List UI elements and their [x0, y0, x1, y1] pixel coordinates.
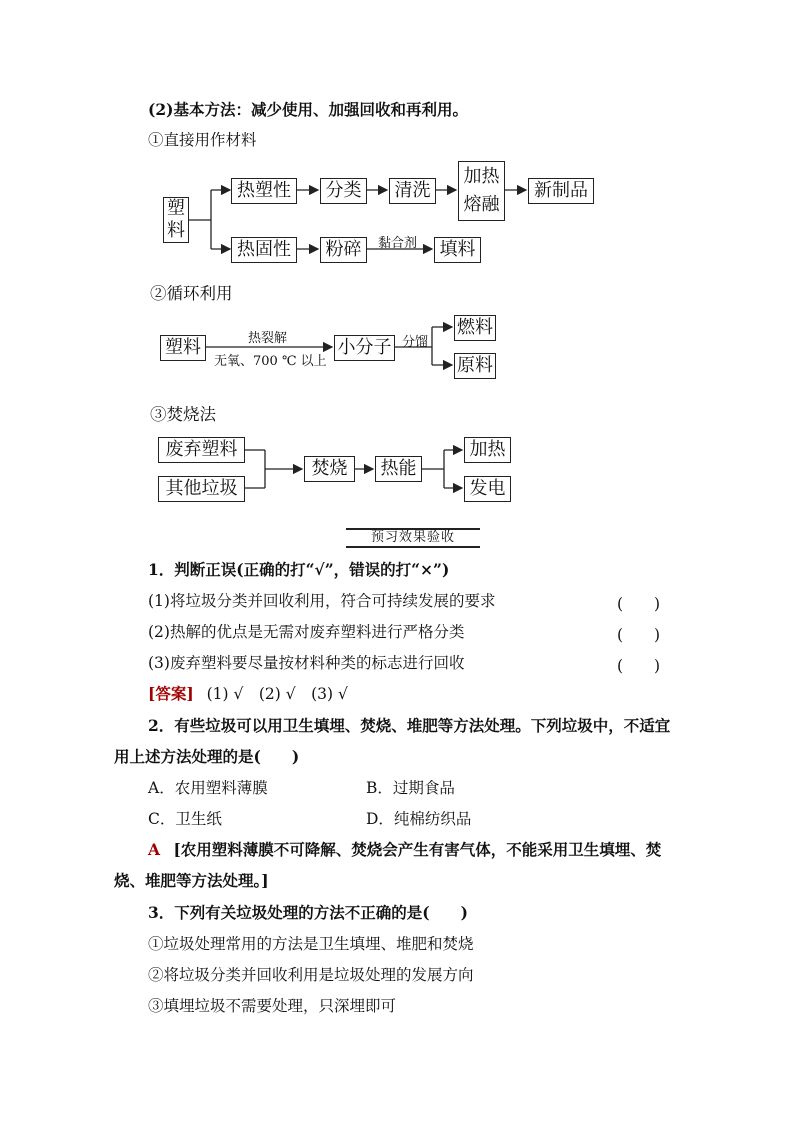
d3-heat-energy-box: 热能 [375, 456, 422, 482]
basic-methods-line: (2)基本方法：减少使用、加强回收和再利用。 [148, 100, 468, 119]
d2-arrow-top-label: 热裂解 [248, 331, 288, 346]
q3-item-1: ①垃圾处理常用的方法是卫生填埋、堆肥和焚烧 [148, 935, 474, 953]
q2-option-a: A．农用塑料薄膜 [148, 779, 268, 797]
d1-thermoset-box: 热固性 [231, 237, 297, 263]
d2-small-molecule-box: 小分子 [334, 335, 395, 361]
q2-explain-line-2: 烧、堆肥等方法处理。] [114, 871, 269, 890]
q3-item-2: ②将垃圾分类并回收利用是垃圾处理的发展方向 [148, 966, 474, 984]
method-2-heading: ②循环利用 [150, 284, 233, 303]
d1-new-product-box: 新制品 [528, 178, 594, 204]
d3-power-box: 发电 [464, 476, 511, 502]
d2-fuel-box: 燃料 [454, 315, 496, 341]
q2-stem-line-2: 用上述方法处理的是( ) [114, 747, 300, 766]
q1-answer-line [148, 684, 348, 704]
d1-heat-melt-label: 加热熔融 [463, 166, 500, 215]
q1-item-3: (3)废弃塑料要尽量按材料种类的标志进行回收 [148, 654, 465, 672]
d2-arrow-bottom-label: 无氧、700 ℃ 以上 [214, 354, 327, 369]
section-banner: 预习效果验收 [346, 528, 480, 548]
q1-blank-2: ( ) [617, 626, 661, 644]
q1-blank-1: ( ) [617, 595, 661, 613]
q1-item-1: (1)将垃圾分类并回收利用，符合可持续发展的要求 [148, 592, 496, 610]
q2-stem-line-1: 2．有些垃圾可以用卫生填埋、焚烧、堆肥等方法处理。下列垃圾中，不适宜 [148, 716, 671, 735]
q1-answer-tag: [答案] [148, 684, 194, 703]
q2-option-d: D．纯棉纺织品 [366, 810, 472, 828]
d2-raw-material-box: 原料 [454, 353, 496, 379]
d3-incinerate-box: 焚烧 [304, 456, 355, 482]
q2-answer-letter: A [148, 840, 161, 859]
q3-item-3: ③填埋垃圾不需要处理，只深埋即可 [148, 997, 397, 1015]
q1-stem: 1．判断正误(正确的打“√”，错误的打“×”) [148, 560, 450, 579]
d1-crush-box: 粉碎 [320, 237, 367, 263]
d3-heating-box: 加热 [464, 437, 511, 463]
q3-stem: 3．下列有关垃圾处理的方法不正确的是( ) [148, 903, 468, 922]
q2-explain-line-1 [148, 840, 661, 860]
q2-option-c: C．卫生纸 [148, 810, 222, 828]
d1-wash-box: 清洗 [389, 178, 436, 204]
q1-item-2: (2)热解的优点是无需对废弃塑料进行严格分类 [148, 623, 465, 641]
q1-blank-3: ( ) [617, 657, 661, 675]
d2-fractionation-label: 分馏 [402, 335, 429, 350]
d2-root-box: 塑料 [160, 335, 206, 361]
d1-filler-box: 填料 [434, 237, 481, 263]
q1-answer: (1) √ (2) √ (3) √ [206, 685, 348, 703]
d1-thermoplastic-box: 热塑性 [231, 178, 297, 204]
d3-other-garbage-box: 其他垃圾 [158, 476, 245, 502]
d3-waste-plastic-box: 废弃塑料 [158, 437, 245, 463]
method-3-heading: ③焚烧法 [150, 405, 216, 424]
d1-sort-box: 分类 [320, 178, 367, 204]
q2-option-b: B．过期食品 [366, 779, 455, 797]
d1-root-label: 塑料 [167, 198, 185, 241]
d1-binder-label: 黏合剂 [378, 236, 418, 251]
q2-explain-text-1: [农用塑料薄膜不可降解、焚烧会产生有害气体，不能采用卫生填埋、焚 [173, 840, 662, 859]
method-1-heading: ①直接用作材料 [148, 131, 257, 149]
